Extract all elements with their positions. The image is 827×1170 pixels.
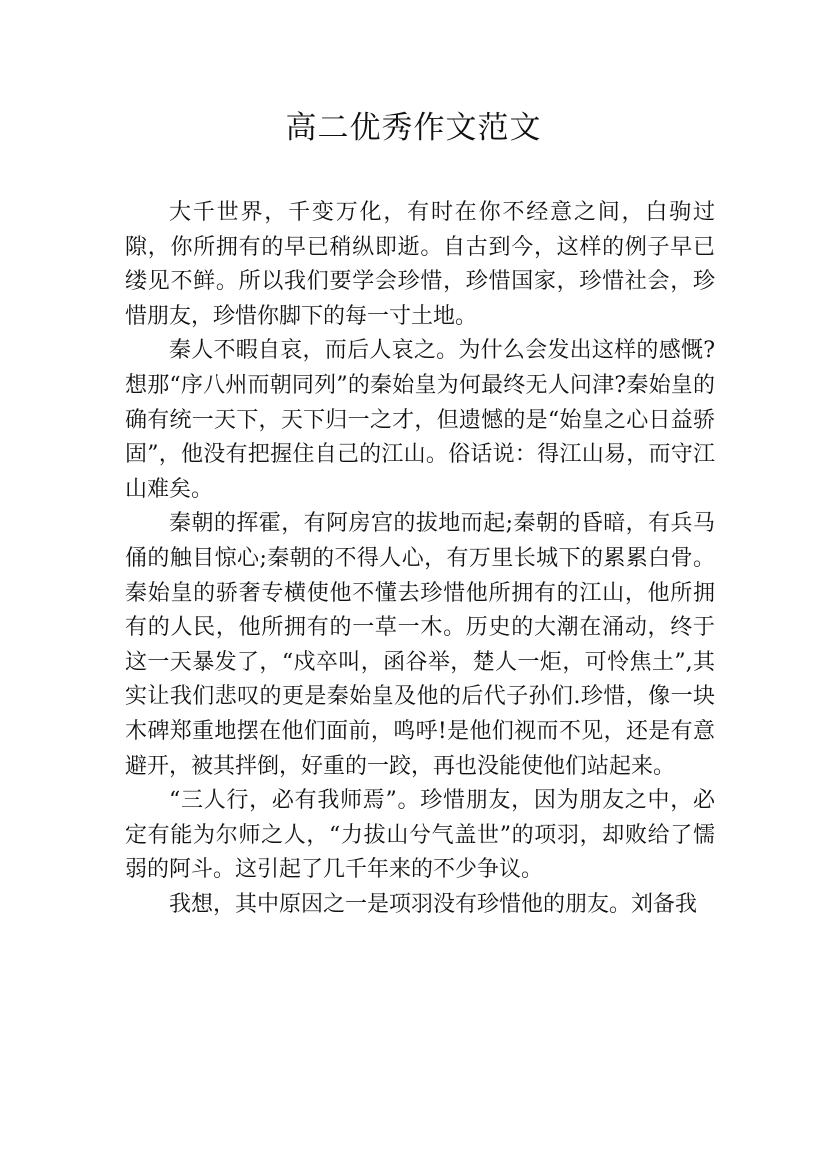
document-title: 高二优秀作文范文 xyxy=(285,110,542,146)
paragraph: 秦人不暇自哀，而后人哀之。为什么会发出这样的感慨?想那“序八州而朝同列”的秦始皇为何最终无人问津?秦始皇的确有统一天下，天下归一之才，但遗憾的是“始皇之心日益骄固”，他没有把握住自己的江山。俗话说：得江山易，而守江山难矣。 xyxy=(125,338,715,502)
document-body xyxy=(125,196,715,922)
paragraph: 秦朝的挥霍，有阿房宫的拔地而起;秦朝的昏暗，有兵马俑的触目惊心;秦朝的不得人心，有万里长城下的累累白骨。秦始皇的骄奢专横使他不懂去珍惜他所拥有的江山，他所拥有的人民，他所拥有的一草一木。历史的大潮在涌动，终于这一天暴发了，“戍卒叫，函谷举，楚人一炬，可怜焦土”,其实让我们悲叹的更是秦始皇及他的后代子孙们.珍惜，像一块木碑郑重地摆在他们面前，鸣呼!是他们视而不见，还是有意避开，被其拌倒，好重的一跤，再也没能使他们站起来。 xyxy=(125,511,715,779)
paragraph: 大千世界，千变万化，有时在你不经意之间，白驹过隙，你所拥有的早已稍纵即逝。自古到今，这样的例子早已缕见不鲜。所以我们要学会珍惜，珍惜国家，珍惜社会，珍惜朋友，珍惜你脚下的每一寸土地。 xyxy=(125,200,715,329)
paragraph: 我想，其中原因之一是项羽没有珍惜他的朋友。刘备我 xyxy=(169,891,698,917)
paragraph: “三人行，必有我师焉”。珍惜朋友，因为朋友之中，必定有能为尔师之人，“力拔山兮气盖世”的项羽，却败给了懦弱的阿斗。这引起了几千年来的不少争议。 xyxy=(125,788,715,883)
